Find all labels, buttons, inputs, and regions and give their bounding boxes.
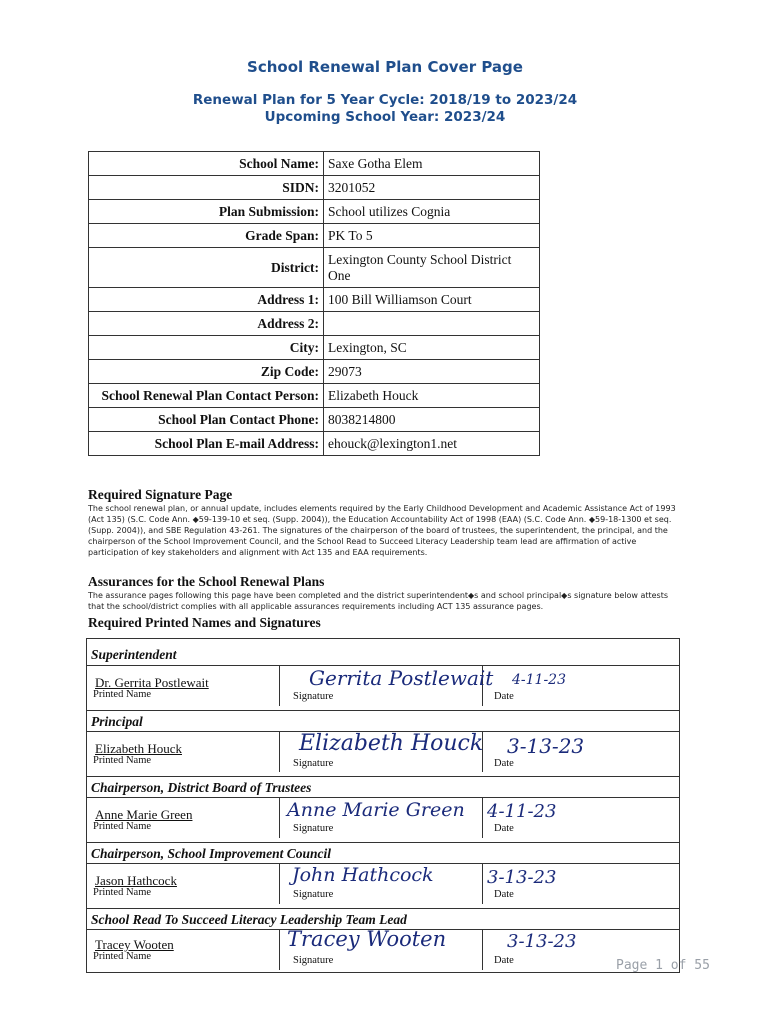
district-label: District: [89,248,324,288]
city-value: Lexington, SC [324,336,540,360]
upcoming-year: Upcoming School Year: 2023/24 [264,109,506,125]
table-row [89,248,540,288]
signature-caption: Signature [293,691,334,702]
sidn-label: SIDN: [89,176,324,200]
table-row [89,360,540,384]
renewal-cycle: Renewal Plan for 5 Year Cycle: 2018/19 to 2023/24 [192,92,578,108]
divider [279,864,280,904]
required-signature-heading: Required Signature Page [88,487,233,502]
page-number: Page 1 of 55 [616,958,710,973]
printed-names-heading: Required Printed Names and Signatures [88,615,321,630]
city-label: City: [89,336,324,360]
date-caption: Date [494,691,514,702]
signature-caption: Signature [293,889,334,900]
school-name-value: Saxe Gotha Elem [324,152,540,176]
school-info-table [88,151,540,456]
printed-name: Elizabeth Houck [95,741,182,756]
date-caption: Date [494,823,514,834]
handwritten-date: 4-11-23 [512,672,566,688]
role-principal: Principal [87,710,679,732]
signature-caption: Signature [293,758,334,769]
signature-caption: Signature [293,823,334,834]
table-row [89,384,540,408]
address2-label: Address 2: [89,312,324,336]
handwritten-date: 3-13-23 [507,931,577,952]
printed-name: Tracey Wooten [95,937,174,952]
divider [279,930,280,970]
handwritten-date: 3-13-23 [507,734,585,758]
grade-span-value: PK To 5 [324,224,540,248]
signature-image: Anne Marie Green [287,799,465,821]
address1-value: 100 Bill Williamson Court [324,288,540,312]
signature-image: Tracey Wooten [287,927,447,951]
printed-name-caption: Printed Name [93,821,152,832]
date-caption: Date [494,889,514,900]
sidn-value: 3201052 [324,176,540,200]
zip-value: 29073 [324,360,540,384]
printed-name-caption: Printed Name [93,689,152,700]
contact-person-value: Elizabeth Houck [324,384,540,408]
table-row [89,224,540,248]
printed-name-caption: Printed Name [93,755,152,766]
district-value: Lexington County School District One [324,248,540,288]
table-row [89,336,540,360]
divider [279,666,280,706]
printed-name: Jason Hathcock [95,873,177,888]
school-name-label: School Name: [89,152,324,176]
table-row [89,176,540,200]
signature-image: Elizabeth Houck [299,731,484,756]
handwritten-date: 4-11-23 [487,801,557,822]
contact-phone-value: 8038214800 [324,408,540,432]
grade-span-label: Grade Span: [89,224,324,248]
role-literacy-lead: School Read To Succeed Literacy Leadership Team Lead [87,908,679,930]
table-row [89,408,540,432]
signature-caption: Signature [293,955,334,966]
divider [482,864,483,904]
signature-image: John Hathcock [292,864,434,886]
role-sic-chair: Chairperson, School Improvement Council [87,842,679,864]
page-title: School Renewal Plan Cover Page [247,58,523,76]
date-caption: Date [494,955,514,966]
divider [482,930,483,970]
plan-submission-value: School utilizes Cognia [324,200,540,224]
contact-email-value: ehouck@lexington1.net [324,432,540,456]
table-row [89,288,540,312]
table-row [89,312,540,336]
printed-name: Anne Marie Green [95,807,193,822]
table-row [89,200,540,224]
table-row [89,432,540,456]
assurances-heading: Assurances for the School Renewal Plans [88,574,325,589]
assurances-text: The assurance pages following this page have been completed and the district superintendent◆s and school principal◆s signature below attests that the school/district complies with all applicable assurances requirements including ACT 135 assurance pages. [88,591,669,611]
contact-phone-label: School Plan Contact Phone: [89,408,324,432]
address2-value [324,312,540,336]
role-board-chair: Chairperson, District Board of Trustees [87,776,679,798]
contact-person-label: School Renewal Plan Contact Person: [89,384,324,408]
printed-name-caption: Printed Name [93,951,152,962]
divider [279,798,280,838]
contact-email-label: School Plan E-mail Address: [89,432,324,456]
signature-image: Gerrita Postlewait [309,666,494,690]
address1-label: Address 1: [89,288,324,312]
required-signature-text: The school renewal plan, or annual update, includes elements required by the Early Childhood Development and Academic Assistance Act of 1993 (Act 135) (S.C. Code Ann. ◆59-139-10 et seq. (Supp. 2004)), the Education Accountability Act of 1998 (EAA) (S.C. Code Ann. ◆59-18-1300 et seq. (Supp. 2004)), and SBE Regulation 43-261. The signatures of the chairperson of the board of trustees, the superintendent, the principal, and the chairperson of the School Improvement Council, and the School Read to Succeed Literacy Leadership team lead are affirmation of active participation of key stakeholders and alignment with Act 135 and EAA requirements. [88,504,676,557]
signature-table [86,638,680,973]
handwritten-date: 3-13-23 [487,867,557,888]
divider [482,798,483,838]
role-superintendent: Superintendent [87,644,679,666]
plan-submission-label: Plan Submission: [89,200,324,224]
divider [279,732,280,772]
printed-name: Dr. Gerrita Postlewait [95,675,209,690]
zip-label: Zip Code: [89,360,324,384]
table-row [89,152,540,176]
printed-name-caption: Printed Name [93,887,152,898]
date-caption: Date [494,758,514,769]
